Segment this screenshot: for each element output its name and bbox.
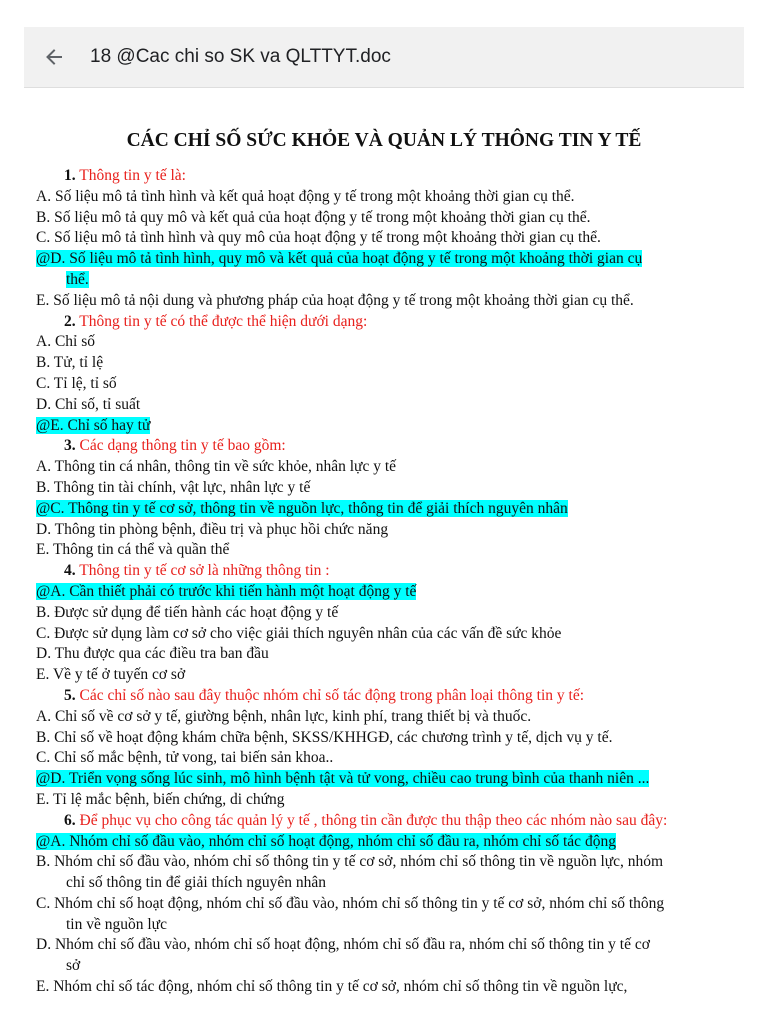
question-5: [36, 686, 732, 707]
option-d-answer: [36, 249, 732, 291]
top-app-bar: [24, 27, 744, 88]
option-c-answer: [36, 499, 732, 520]
answer-highlight-cont: thể.: [66, 270, 89, 288]
option-d: [36, 935, 732, 977]
option-d: D. Chỉ số, tỉ suất: [36, 395, 141, 413]
document-heading: CÁC CHỈ SỐ SỨC KHỎE VÀ QUẢN LÝ THÔNG TIN Y TẾ: [126, 130, 642, 151]
question-1: [36, 166, 732, 187]
question-text: Thông tin y tế có thể được thể hiện dưới dạng:: [79, 312, 368, 330]
question-number: 1.: [64, 167, 76, 184]
option-d-line-2: sở: [66, 957, 81, 975]
option-e: E. Nhóm chỉ số tác động, nhóm chỉ số thông tin y tế cơ sở, nhóm chỉ số thông tin về nguồn lực,: [36, 978, 628, 996]
option-b-line-2: chỉ số thông tin để giải thích nguyên nhân: [66, 874, 327, 892]
question-number: 5.: [64, 686, 76, 704]
option-b: B. Thông tin tài chính, vật lực, nhân lực y tế: [36, 478, 311, 496]
option-c-line-1: C. Nhóm chỉ số hoạt động, nhóm chỉ số đầu vào, nhóm chỉ số thông tin y tế cơ sở, nhóm chỉ số thông: [36, 894, 665, 912]
option-b: B. Chỉ số về hoạt động khám chữa bệnh, SKSS/KHHGĐ, các chương trình y tế, dịch vụ y tế.: [36, 728, 613, 746]
answer-highlight: @A. Cần thiết phải có trước khi tiến hành một hoạt động y tế: [36, 582, 417, 600]
question-6: [36, 811, 732, 832]
answer-highlight: @D. Số liệu mô tả tình hình, quy mô và kết quả của hoạt động y tế trong một khoảng thời gian cụ: [36, 250, 643, 268]
question-text: Thông tin y tế là:: [79, 167, 186, 184]
option-a: A. Chỉ số: [36, 333, 95, 351]
option-c: C. Tỉ lệ, tỉ số: [36, 374, 117, 392]
option-a-answer: [36, 832, 732, 853]
answer-highlight: @C. Thông tin y tế cơ sở, thông tin về nguồn lực, thông tin để giải thích nguyên nhân: [36, 499, 568, 517]
option-c-line-2: tin về nguồn lực: [66, 915, 167, 933]
option-b: B. Tử, tỉ lệ: [36, 354, 104, 372]
option-d-answer: [36, 769, 732, 790]
option-b: B. Được sử dụng để tiến hành các hoạt động y tế: [36, 603, 339, 621]
question-text: Các chỉ số nào sau đây thuộc nhóm chỉ số tác động trong phân loại thông tin y tế:: [79, 686, 585, 704]
option-d-line-1: D. Nhóm chỉ số đầu vào, nhóm chỉ số hoạt động, nhóm chỉ số đầu ra, nhóm chỉ số thông tin y tế cơ: [36, 936, 650, 954]
option-b: B. Số liệu mô tả quy mô và kết quả của hoạt động y tế trong một khoảng thời gian cụ thể.: [36, 208, 591, 226]
arrow-left-icon: [44, 47, 64, 67]
option-c: C. Chỉ số mắc bệnh, tử vong, tai biến sản khoa..: [36, 749, 334, 767]
option-e: E. Tỉ lệ mắc bệnh, biến chứng, di chứng: [36, 790, 285, 808]
question-text: Các dạng thông tin y tế bao gồm:: [79, 437, 286, 455]
option-b: [36, 852, 732, 894]
answer-highlight: @E. Chỉ số hay tử: [36, 416, 151, 434]
question-2: [36, 312, 732, 333]
option-a: A. Số liệu mô tả tình hình và kết quả hoạt động y tế trong một khoảng thời gian cụ thể.: [36, 187, 575, 205]
question-text: Thông tin y tế cơ sở là những thông tin :: [79, 562, 330, 580]
option-a: A. Thông tin cá nhân, thông tin về sức khỏe, nhân lực y tế: [36, 458, 397, 476]
question-text: Để phục vụ cho công tác quản lý y tế , thông tin cần được thu thập theo các nhóm nào sau đây:: [79, 811, 668, 829]
option-d: D. Thu được qua các điều tra ban đầu: [36, 645, 269, 663]
option-c: [36, 894, 732, 936]
option-c: C. Được sử dụng làm cơ sở cho việc giải thích nguyên nhân của các vấn đề sức khỏe: [36, 624, 562, 642]
option-b-line-1: B. Nhóm chỉ số đầu vào, nhóm chỉ số thông tin y tế cơ sở, nhóm chỉ số thông tin về nguồn lực, nhóm: [36, 853, 664, 871]
question-number: 2.: [64, 312, 76, 330]
option-a: A. Chỉ số về cơ sở y tế, giường bệnh, nhân lực, kinh phí, trang thiết bị và thuốc.: [36, 707, 532, 725]
document-title: 18 @Cac chi so SK va QLTTYT.doc: [90, 46, 391, 67]
option-a-answer: [36, 582, 732, 603]
answer-highlight: @A. Nhóm chỉ số đầu vào, nhóm chỉ số hoạt động, nhóm chỉ số đầu ra, nhóm chỉ số tác động: [36, 832, 616, 850]
option-e: E. Thông tin cá thể và quần thể: [36, 541, 230, 559]
option-d: D. Thông tin phòng bệnh, điều trị và phục hồi chức năng: [36, 520, 389, 538]
option-e: E. Số liệu mô tả nội dung và phương pháp của hoạt động y tế trong một khoảng thời gian cụ thể.: [36, 291, 634, 309]
question-number: 6.: [64, 811, 76, 829]
question-number: 4.: [64, 562, 76, 580]
option-e-answer: [36, 416, 732, 437]
question-number: 3.: [64, 437, 76, 455]
answer-highlight: @D. Triển vọng sống lúc sinh, mô hình bệnh tật và tử vong, chiều cao trung bình của thanh niên ...: [36, 770, 650, 788]
option-e: E. Về y tế ở tuyến cơ sở: [36, 666, 186, 684]
option-c: C. Số liệu mô tả tình hình và quy mô của hoạt động y tế trong một khoảng thời gian cụ thể.: [36, 229, 601, 247]
document-page: [0, 88, 768, 1024]
question-3: [36, 436, 732, 457]
question-4: [36, 561, 732, 582]
document-body: [36, 166, 732, 998]
back-button[interactable]: [32, 35, 76, 79]
